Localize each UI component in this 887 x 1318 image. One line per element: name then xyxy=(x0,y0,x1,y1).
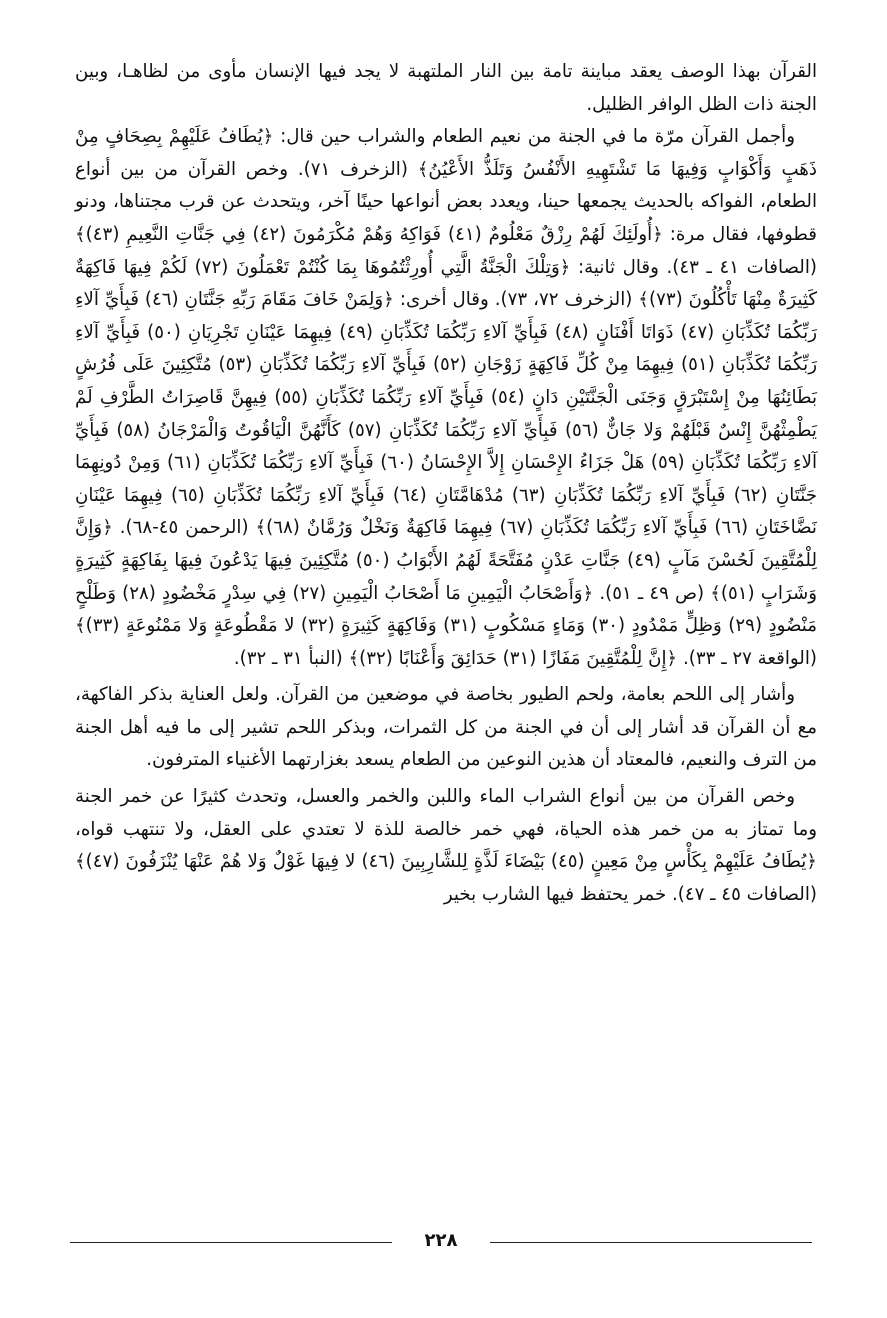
paragraph-4: وخص القرآن من بين أنواع الشراب الماء واللبن والخمر والعسل، وتحدث كثيرًا عن خمر الجنة وما تمتاز به من خمر هذه الحياة، فهي خمر خالصة للذة لا تعتدي على العقل، ولا تنتهب قواه، ﴿يُطَافُ عَلَيْهِمْ بِكَأْسٍ مِنْ مَعِينٍ (٤٥) بَيْضَاءَ لَذَّةٍ لِلشَّارِبِينَ (٤٦) لا فِيهَا غَوْلٌ وَلا هُمْ عَنْهَا يُنْزَفُونَ (٤٧)﴾ (الصافات ٤٥ ـ ٤٧). خمر يحتفظ فيها الشارب بخير xyxy=(75,786,817,905)
footer-rule-left xyxy=(70,1242,392,1243)
paragraph-3: وأشار إلى اللحم بعامة، ولحم الطيور بخاصة في موضعين من القرآن. ولعل العناية بذكر الفاكهة، مع أن القرآن قد أشار إلى أن في الجنة من كل الثمرات، وبذكر اللحم تشير إلى ما فيه أهل الجنة من الترف والنعيم، فالمعتاد أن هذين النوعين من الطعام يسعد بغزارتهما الأغنياء المترفون. xyxy=(75,684,817,771)
footer-rule-right xyxy=(490,1242,812,1243)
paragraph-2: وأجمل القرآن مرّة ما في الجنة من نعيم الطعام والشراب حين قال: ﴿يُطَافُ عَلَيْهِمْ بِصِحَافٍ مِنْ ذَهَبٍ وَأَكْوَابٍ وَفِيهَا مَا تَشْتَهِيهِ الأَنْفُسُ وَتَلَذُّ الأَعْيُنُ﴾ (الزخرف ٧١). وخص القرآن من بين أنواع الطعام، الفواكه بالحديث يجمعها حينا، ويعدد بعض أنواعها حينًا آخر، ويتحدث عن قرب مجتناها، ودنو قطوفها، فقال مرة: ﴿أُولَئِكَ لَهُمْ رِزْقٌ مَعْلُومٌ (٤١) فَوَاكِهُ وَهُمْ مُكْرَمُونَ (٤٢) فِي جَنَّاتِ النَّعِيمِ (٤٣)﴾ (الصافات ٤١ ـ ٤٣). وقال ثانية: ﴿وَتِلْكَ الْجَنَّةُ الَّتِي أُورِثْتُمُوهَا بِمَا كُنْتُمْ تَعْمَلُونَ (٧٢) لَكُمْ فِيهَا فَاكِهَةٌ كَثِيرَةٌ مِنْهَا تَأْكُلُونَ (٧٣)﴾ (الزخرف ٧٢، ٧٣). وقال أخرى: ﴿وَلِمَنْ خَافَ مَقَامَ رَبِّهِ جَنَّتَانِ (٤٦) فَبِأَيِّ آلاءِ رَبِّكُمَا تُكَذِّبَانِ (٤٧) ذَوَاتَا أَفْنَانٍ (٤٨) فَبِأَيِّ آلاءِ رَبِّكُمَا تُكَذِّبَانِ (٤٩) فِيهِمَا عَيْنَانِ تَجْرِيَانِ (٥٠) فَبِأَيِّ آلاءِ رَبِّكُمَا تُكَذِّبَانِ (٥١) فِيهِمَا مِنْ كُلِّ فَاكِهَةٍ زَوْجَانِ (٥٢) فَبِأَيِّ آلاءِ رَبِّكُمَا تُكَذِّبَانِ (٥٣) مُتَّكِئِينَ عَلَى فُرُشٍ بَطَائِنُهَا مِنْ إِسْتَبْرَقٍ وَجَنَى الْجَنَّتَيْنِ دَانٍ (٥٤) فَبِأَيِّ آلاءِ رَبِّكُمَا تُكَذِّبَانِ (٥٥) فِيهِنَّ قَاصِرَاتُ الطَّرْفِ لَمْ يَطْمِثْهُنَّ إِنْسٌ قَبْلَهُمْ وَلا جَانٌّ (٥٦) فَبِأَيِّ آلاءِ رَبِّكُمَا تُكَذِّبَانِ (٥٧) كَأَنَّهُنَّ الْيَاقُوتُ وَالْمَرْجَانُ (٥٨) فَبِأَيِّ آلاءِ رَبِّكُمَا تُكَذِّبَانِ (٥٩) هَلْ جَزَاءُ الإِحْسَانِ إِلاَّ الإِحْسَانُ (٦٠) فَبِأَيِّ آلاءِ رَبِّكُمَا تُكَذِّبَانِ (٦١) وَمِنْ دُونِهِمَا جَنَّتَانِ (٦٢) فَبِأَيِّ آلاءِ رَبِّكُمَا تُكَذِّبَانِ (٦٣) مُدْهَامَّتَانِ (٦٤) فَبِأَيِّ آلاءِ رَبِّكُمَا تُكَذِّبَانِ (٦٥) فِيهِمَا عَيْنَانِ نَضَّاخَتَانِ (٦٦) فَبِأَيِّ آلاءِ رَبِّكُمَا تُكَذِّبَانِ (٦٧) فِيهِمَا فَاكِهَةٌ وَنَخْلٌ وَرُمَّانٌ (٦٨)﴾ (الرحمن ٤٥-٦٨). ﴿وَإِنَّ لِلْمُتَّقِينَ لَحُسْنَ مَآبٍ (٤٩) جَنَّاتِ عَدْنٍ مُفَتَّحَةً لَهُمُ الأَبْوَابُ (٥٠) مُتَّكِئِينَ فِيهَا يَدْعُونَ فِيهَا بِفَاكِهَةٍ كَثِيرَةٍ وَشَرَابٍ (٥١)﴾ (ص ٤٩ ـ ٥١). ﴿وَأَصْحَابُ الْيَمِينِ مَا أَصْحَابُ الْيَمِينِ (٢٧) فِي سِدْرٍ مَخْضُودٍ (٢٨) وَطَلْحٍ مَنْضُودٍ (٢٩) وَظِلٍّ مَمْدُودٍ (٣٠) وَمَاءٍ مَسْكُوبٍ (٣١) وَفَاكِهَةٍ كَثِيرَةٍ (٣٢) لا مَقْطُوعَةٍ وَلا مَمْنُوعَةٍ (٣٣)﴾ (الواقعة ٢٧ ـ ٣٣). ﴿إِنَّ لِلْمُتَّقِينَ مَفَازًا (٣١) حَدَائِقَ وَأَعْنَابًا (٣٢)﴾ (النبأ ٣١ ـ ٣٢). xyxy=(75,126,818,669)
page-footer xyxy=(70,1232,812,1252)
paragraph-1: القرآن بهذا الوصف يعقد مباينة تامة بين النار الملتهبة لا يجد فيها الإنسان مأوى من لظاهـا، وبين الجنة ذات الظل الوافر الظليل. xyxy=(75,61,817,115)
page-number: ٢٢٨ xyxy=(424,1230,458,1251)
page-body xyxy=(75,56,817,911)
